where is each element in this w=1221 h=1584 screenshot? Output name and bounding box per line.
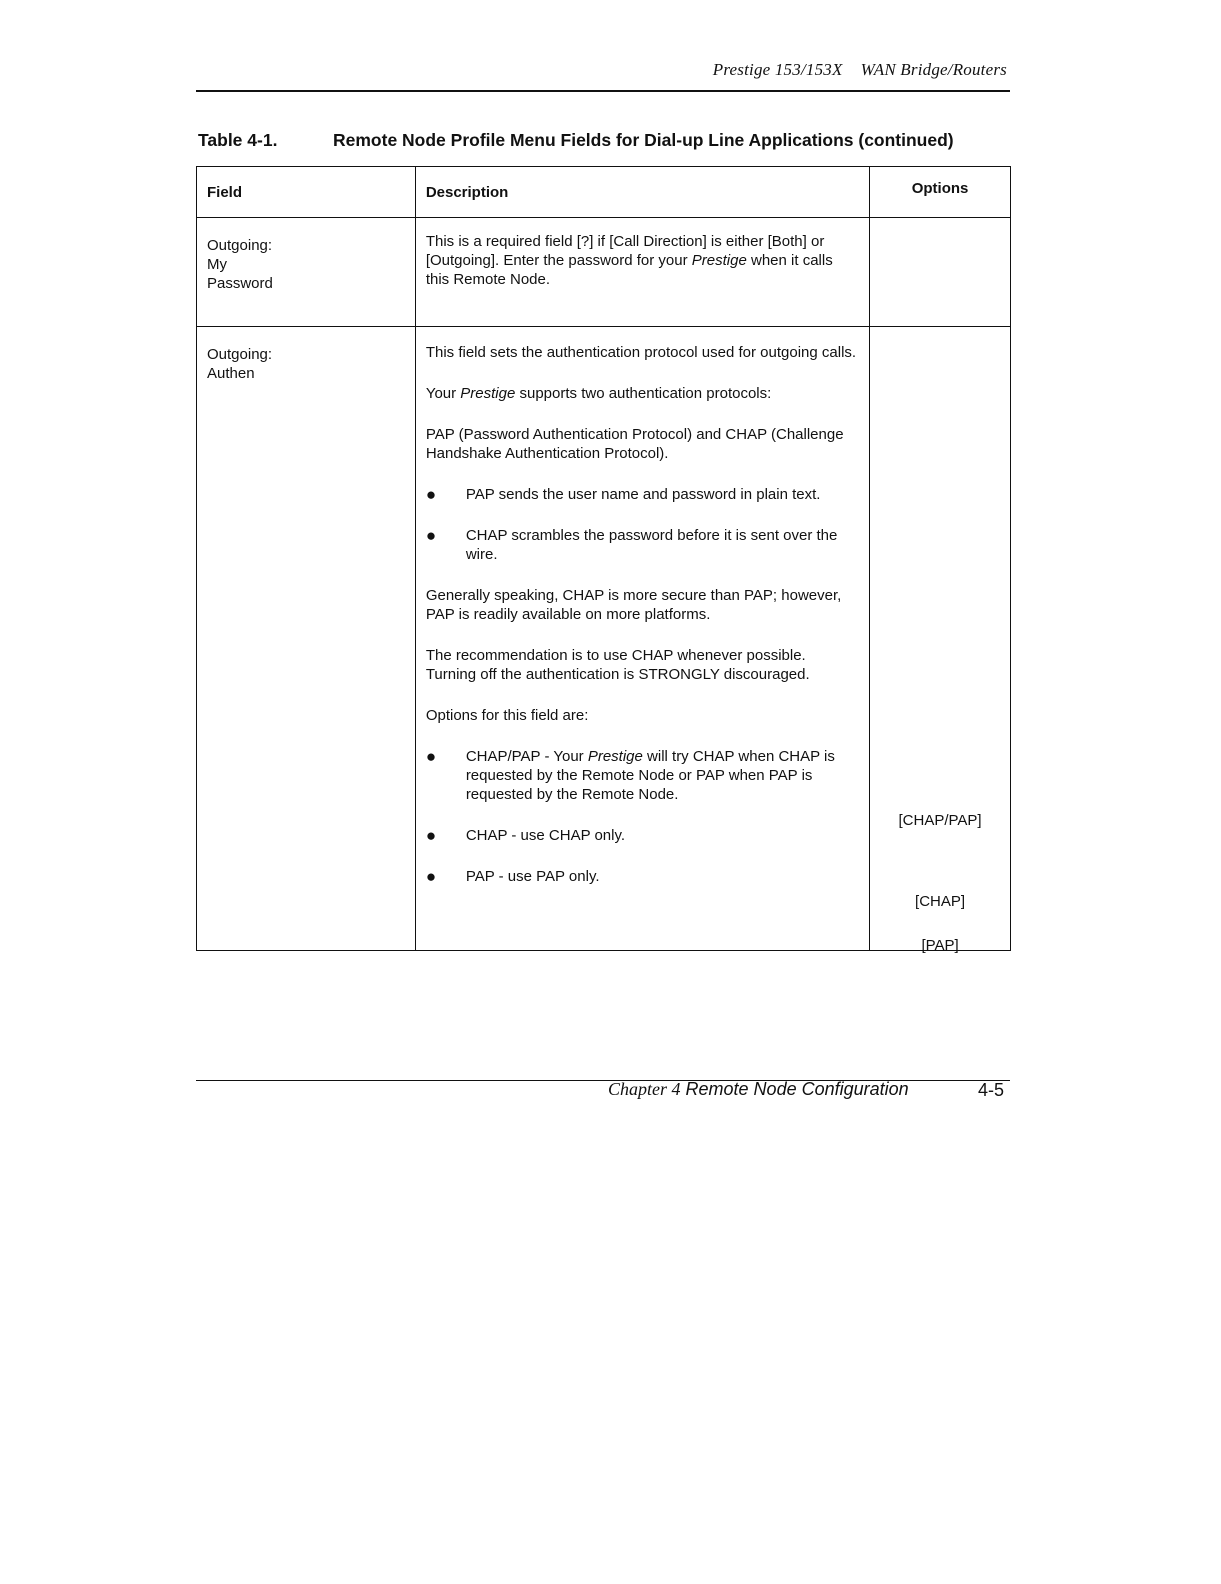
description-authen [415,327,869,951]
field-group: Outgoing: [207,237,273,254]
options-my-password [870,218,1011,327]
chapter-title: Remote Node Configuration [685,1079,909,1099]
bullet-text: CHAP - use CHAP only. [465,827,626,844]
options-authen [870,327,1011,954]
brand-name: Prestige [691,252,747,269]
paragraph-supports-post: supports two authentication protocols: [515,385,772,402]
option-pap: [PAP] [921,937,959,954]
header-field: Field [197,167,416,218]
bullet-item-chap [426,826,859,845]
table-number: Table 4-1. [198,130,278,150]
running-header [713,60,1007,80]
footer [608,1079,909,1100]
running-header-category: WAN Bridge/Routers [860,60,1007,79]
header-options: Options [870,167,1011,218]
table-caption [198,130,1010,151]
field-cell-my-password [197,218,416,327]
field-cell-authen [197,327,416,951]
page-number: 4-5 [978,1080,1005,1100]
chapter-label: Chapter 4 [608,1079,681,1099]
paragraph-protocols: PAP (Password Authentication Protocol) and CHAP (Challenge Handshake Authentication Protocol). [425,426,844,462]
bullet-icon: ● [425,867,437,886]
bullet-item [426,485,859,504]
running-header-product: Prestige 153/153X [712,60,843,79]
description-text-part2: when it calls this Remote Node. [425,252,833,288]
bullet-text [466,747,859,804]
bullet-text-pre: CHAP/PAP - Your [465,748,588,765]
paragraph-supports [426,384,859,403]
brand-name: Prestige [460,385,516,402]
bullet-icon: ● [425,485,437,504]
bullet-item [426,526,859,564]
paragraph-comparison: Generally speaking, CHAP is more secure than PAP; however, PAP is readily available on more platforms. [425,587,842,623]
table-title: Remote Node Profile Menu Fields for Dial-up Line Applications (continued) [333,130,954,150]
bullet-icon: ● [425,747,437,766]
field-name-line2: Password [207,275,273,292]
paragraph-purpose: This field sets the authentication protocol used for outgoing calls. [425,344,857,361]
description-text [426,232,859,289]
bullet-text: PAP sends the user name and password in plain text. [465,486,821,503]
bullet-item-chap-pap [426,747,859,804]
bullet-icon: ● [425,526,437,545]
paragraph-options-intro: Options for this field are: [425,707,589,724]
table-header-row [197,167,1011,218]
bullet-text-post: will try CHAP when CHAP is requested by the Remote Node or PAP when PAP is requested by the Remote Node. [465,748,835,803]
field-name-line1: My [207,256,227,273]
bullet-item-pap [426,867,859,886]
brand-name: Prestige [587,748,643,765]
table-row-authen [197,327,1011,951]
bullet-text: PAP - use PAP only. [465,868,600,885]
field-name: Authen [207,365,255,382]
option-chap: [CHAP] [915,893,966,910]
bullet-icon: ● [425,826,437,845]
bullet-text: CHAP scrambles the password before it is sent over the wire. [465,527,838,563]
field-name [207,255,297,293]
header-description: Description [415,167,869,218]
paragraph-recommendation: The recommendation is to use CHAP whenever possible. Turning off the authentication is STRONGLY discouraged. [425,647,810,683]
fields-table [196,166,1011,954]
description-my-password [415,218,869,327]
field-group: Outgoing: [207,346,273,363]
option-chap-pap: [CHAP/PAP] [898,812,982,829]
description-text-part1: This is a required field [?] if [Call Direction] is either [Both] or [Outgoing]. Enter the password for your [425,233,825,269]
header-rule [196,90,1010,92]
paragraph-supports-pre: Your [425,385,461,402]
table-row-my-password [197,218,1011,327]
